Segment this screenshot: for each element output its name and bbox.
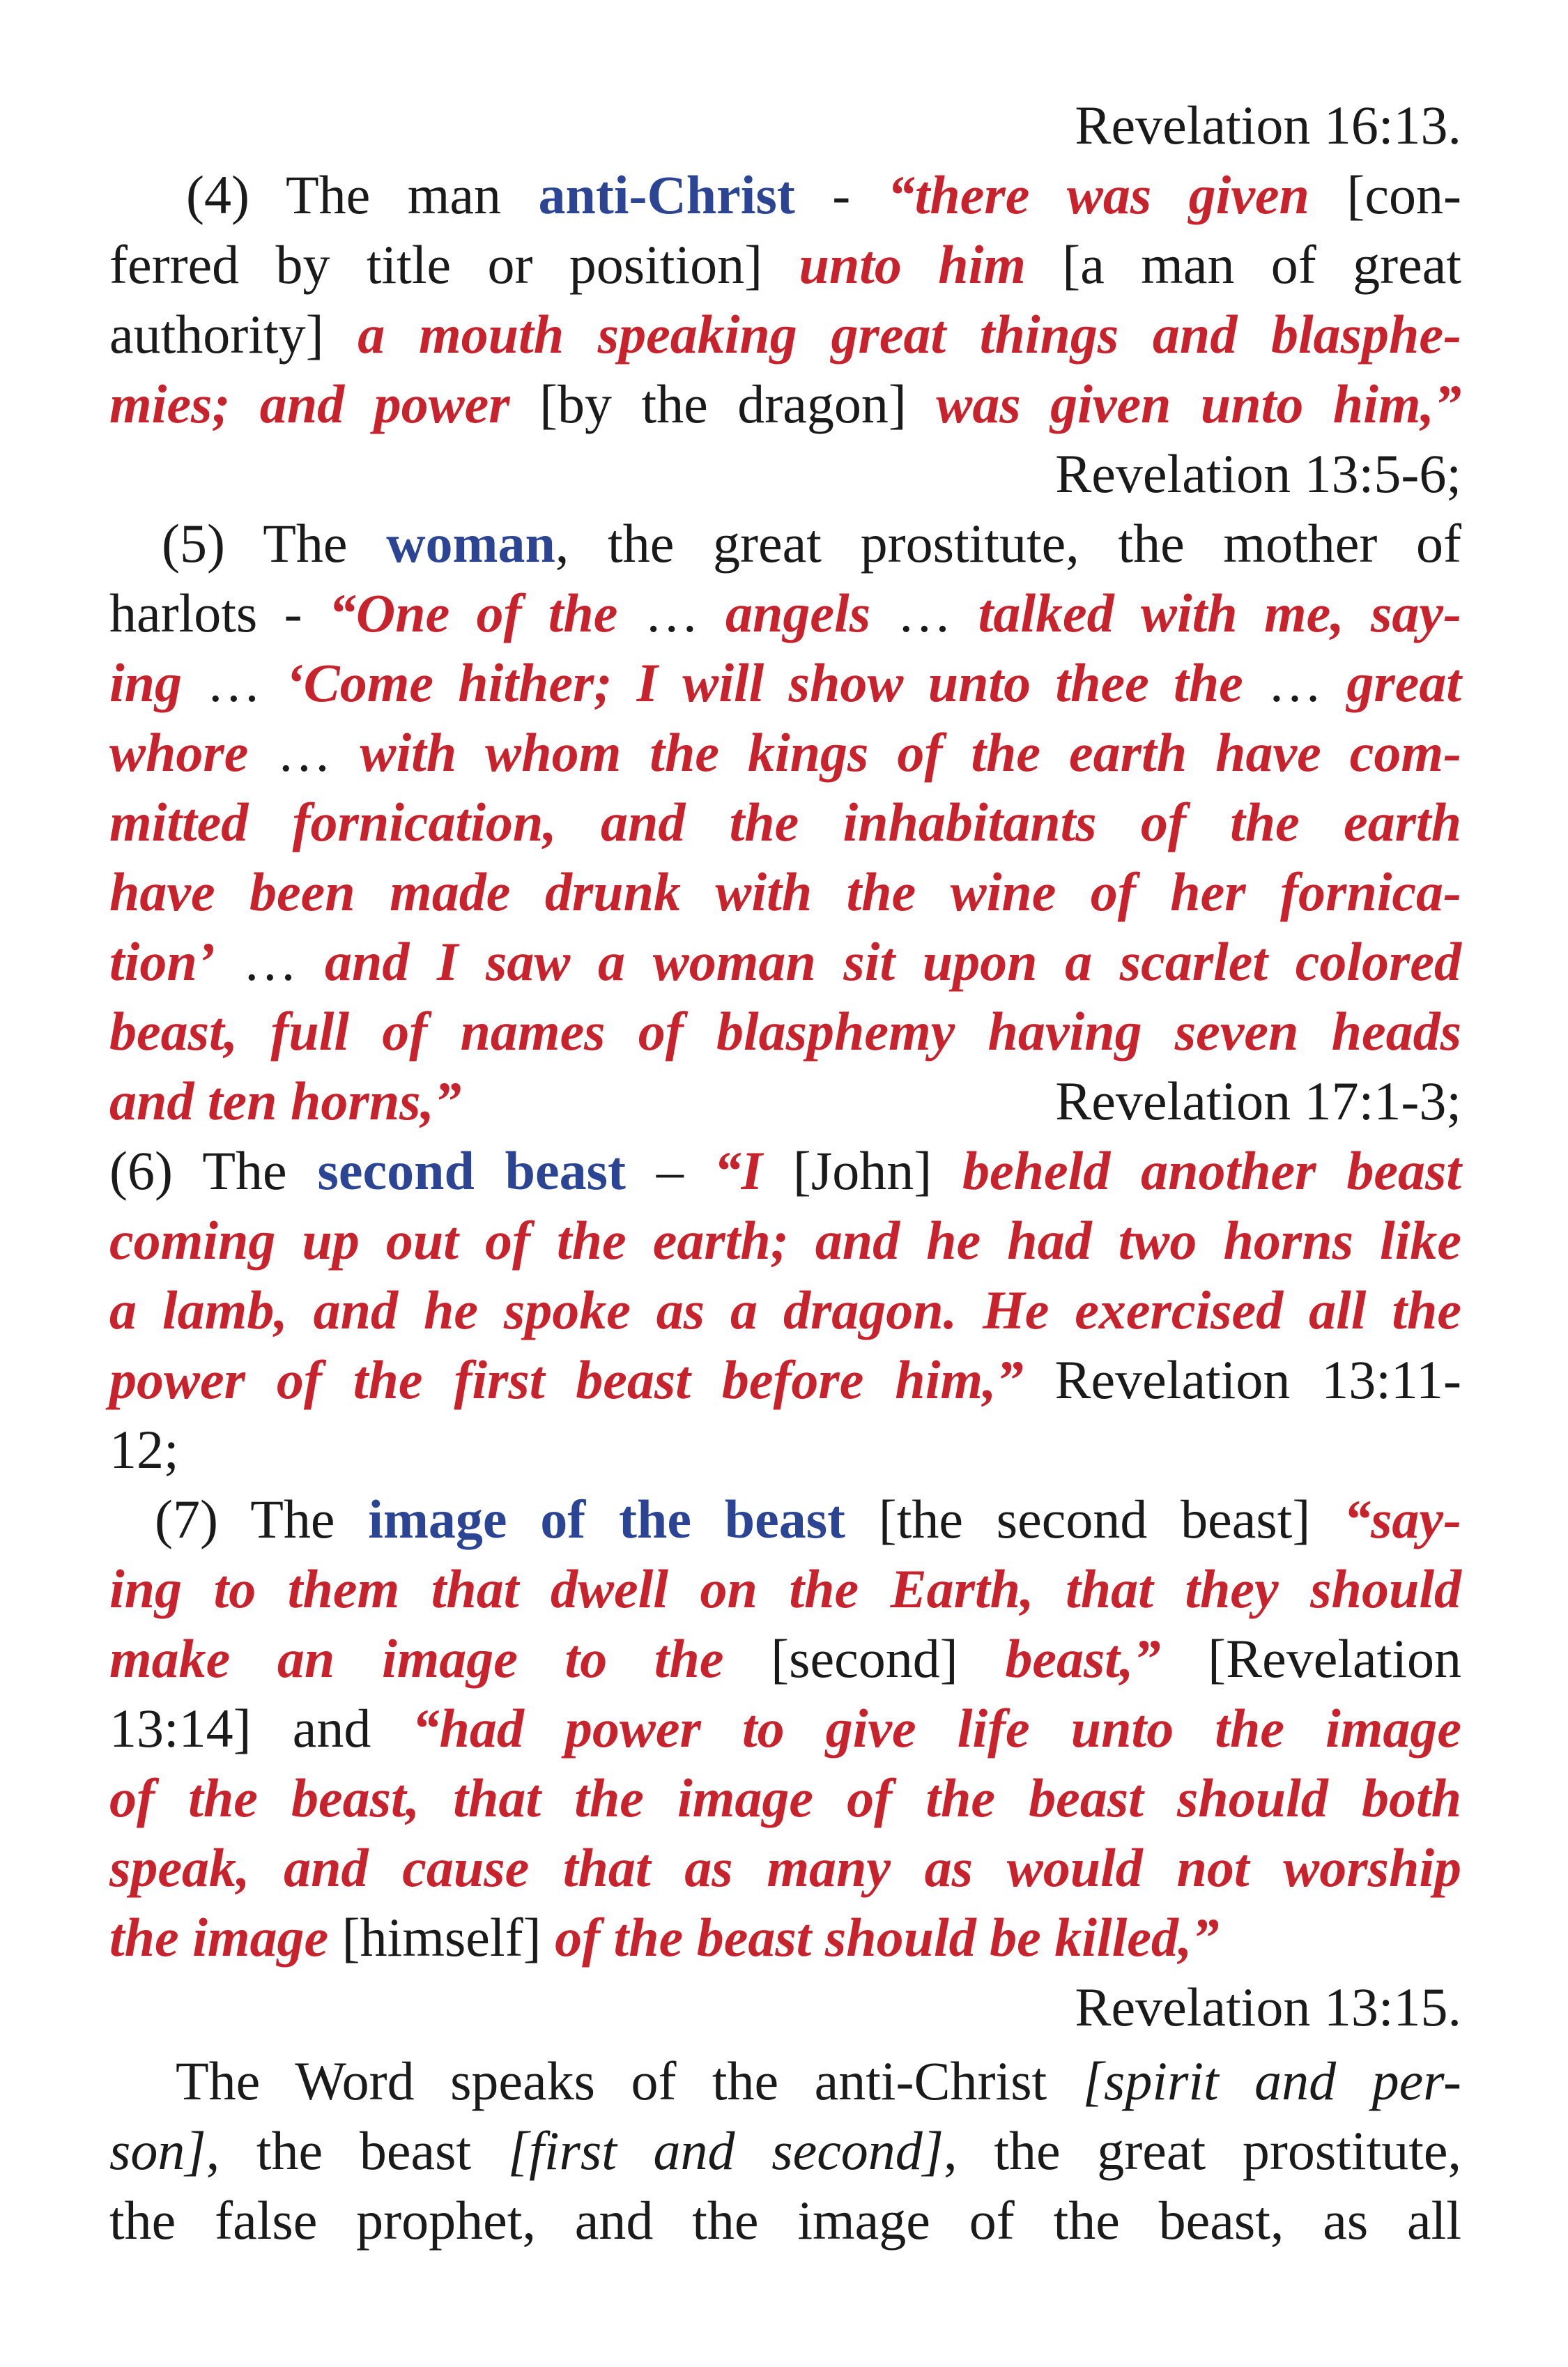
para-7-line-6: speak, and cause that as many as would not worship	[109, 1837, 1461, 1898]
para-4-line-1: (4) The man anti-Christ - “there was given [con-	[186, 164, 1461, 225]
para-4-line-2: ferred by title or position] unto him [a man of great	[109, 234, 1461, 295]
para-6-line-1: (6) The second beast – “I [John] beheld another beast	[109, 1140, 1462, 1201]
para-5-line-9: and ten horns,” Revelation 17:1-3;	[109, 1066, 1461, 1136]
para-7-line-7: the image [himself] of the beast should be killed,”	[109, 1907, 1220, 1968]
para-5-line-8: beast, full of names of blasphemy having seven heads	[109, 1001, 1461, 1062]
document-page	[109, 91, 1461, 2255]
para-5-line-3: ing … ‘Come hither; I will show unto thee the … great	[109, 652, 1462, 713]
para-5-line-1: (5) The woman, the great prostitute, the mother of	[162, 513, 1461, 574]
reference-revelation-13-15: Revelation 13:15.	[1075, 1977, 1461, 2037]
reference-revelation-13-11-12: Revelation 13:11-	[1023, 1349, 1462, 1410]
para-5-line-6: have been made drunk with the wine of her fornica-	[109, 861, 1461, 922]
keyword-anti-christ: anti-Christ	[538, 164, 795, 225]
para-7-line-4: 13:14] and “had power to give life unto the image	[109, 1698, 1461, 1759]
para-6-line-4: power of the first beast before him,” Revelation 13:11-	[109, 1349, 1462, 1410]
reference-revelation-16-13: Revelation 16:13.	[1075, 95, 1461, 155]
para-5-line-2: harlots - “One of the … angels … talked with me, say-	[109, 583, 1461, 643]
para-7-line-5: of the beast, that the image of the beast should both	[109, 1768, 1461, 1828]
para-8-line-1: The Word speaks of the anti-Christ [spirit and per-	[176, 2051, 1461, 2111]
para-8-line-2: son], the beast [first and second], the great prostitute,	[109, 2120, 1461, 2181]
para-4-line-3: authority] a mouth speaking great things and blasphe-	[109, 304, 1462, 365]
reference-revelation-17-1-3: Revelation 17:1-3;	[1055, 1071, 1461, 1131]
para-7-line-3: make an image to the [second] beast,” [Revelation	[109, 1628, 1461, 1689]
para-7-line-1: (7) The image of the beast [the second beast] “say-	[155, 1489, 1462, 1549]
para-8-line-3: the false prophet, and the image of the beast, as all	[109, 2190, 1461, 2251]
keyword-woman: woman	[386, 513, 555, 574]
keyword-second-beast: second beast	[317, 1140, 626, 1201]
para-7-line-2: ing to them that dwell on the Earth, that they should	[109, 1558, 1461, 1619]
para-5-line-5: mitted fornication, and the inhabitants of the earth	[109, 792, 1461, 852]
para-4-line-4: mies; and power [by the dragon] was given unto him,”	[109, 374, 1462, 434]
para-6-line-5: 12;	[109, 1419, 179, 1480]
para-5-line-7: tion’ … and I saw a woman sit upon a scarlet colored	[109, 931, 1462, 992]
keyword-image-of-the-beast: image of the beast	[368, 1489, 846, 1549]
para-6-line-3: a lamb, and he spoke as a dragon. He exercised all the	[109, 1280, 1461, 1340]
para-6-line-2: coming up out of the earth; and he had two horns like	[109, 1210, 1461, 1271]
reference-revelation-13-5-6: Revelation 13:5-6;	[1055, 443, 1461, 504]
para-5-line-4: whore … with whom the kings of the earth have com-	[109, 722, 1461, 783]
